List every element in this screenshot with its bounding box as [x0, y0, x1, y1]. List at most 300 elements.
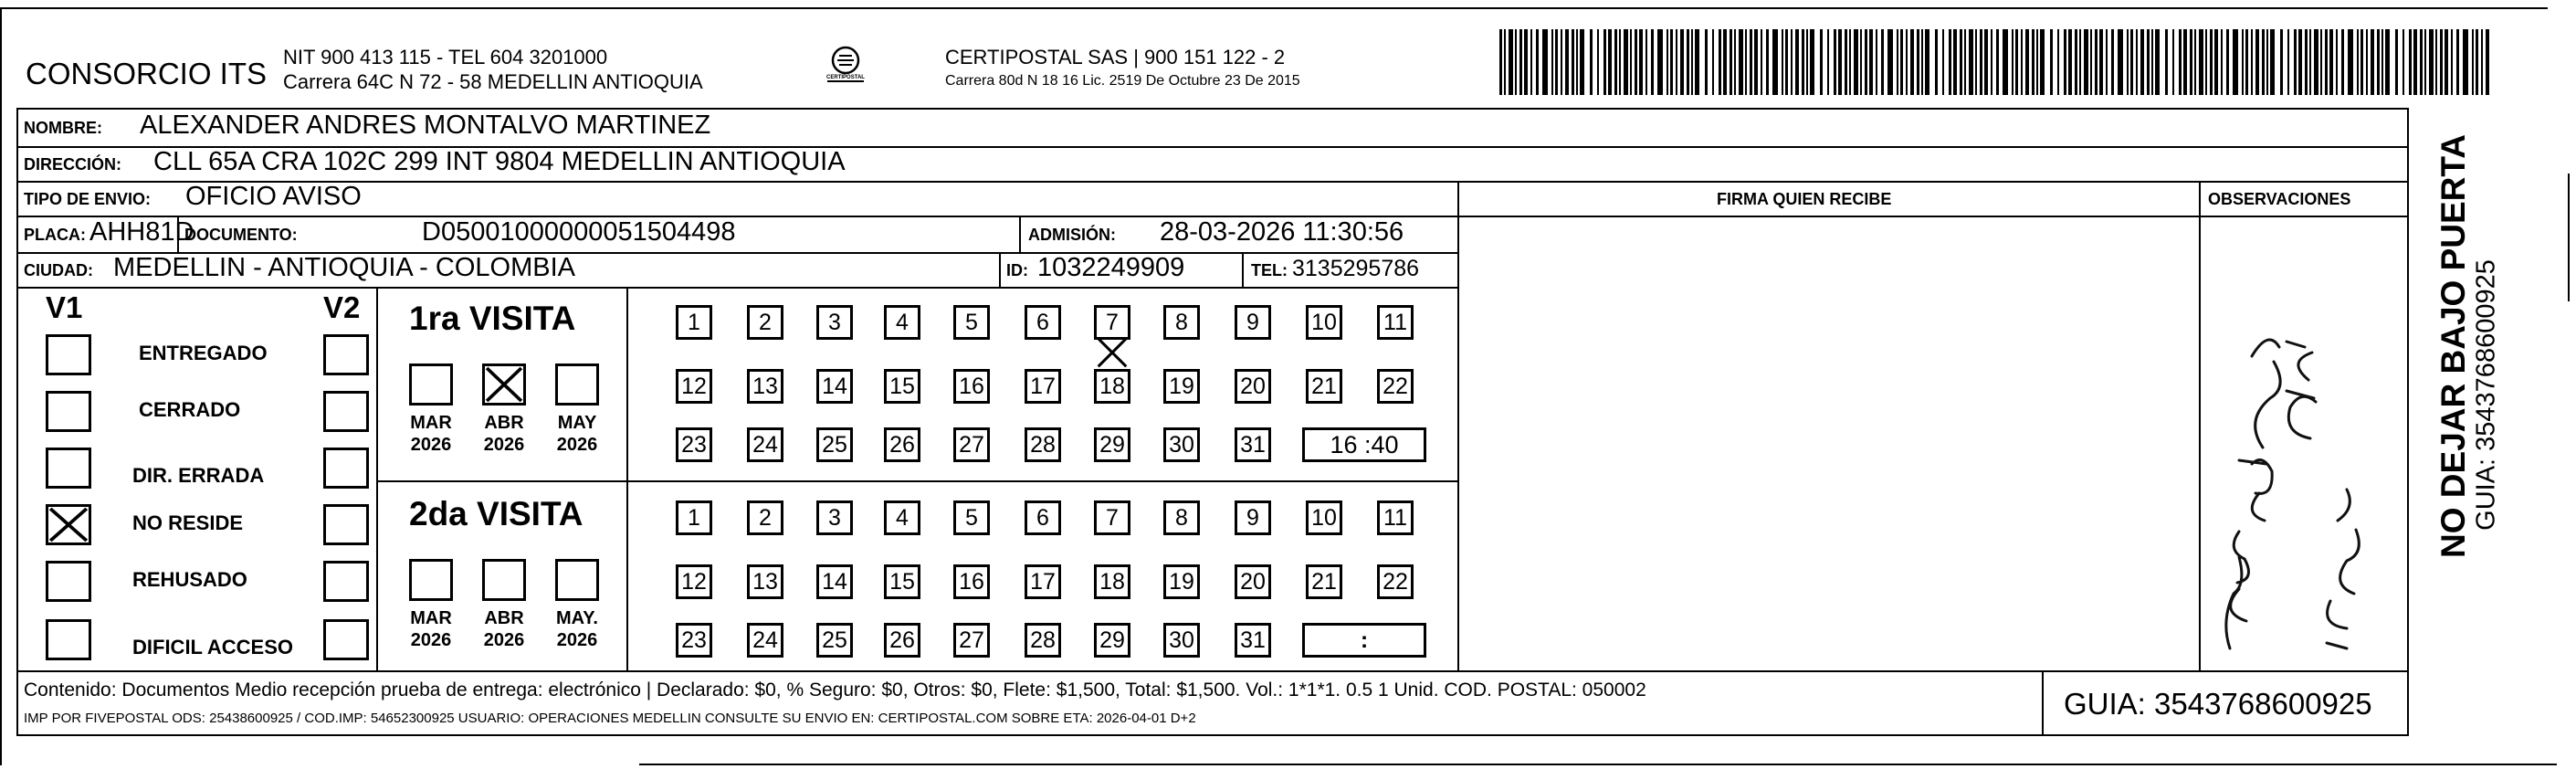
- month-year: 2026: [556, 630, 598, 650]
- footer-imp: IMP POR FIVEPOSTAL ODS: 25438600925 / COD.IMP: 54652300925 USUARIO: OPERACIONES MEDELLIN CONSULTE SU ENVIO EN: CERTIPOSTAL.COM SOBRE ETA: 2026-04-01 D+2: [24, 711, 1196, 726]
- barcode-bar: [2106, 29, 2108, 95]
- footer-guia: GUIA: 3543768600925: [2064, 687, 2372, 721]
- month-name: MAY.: [556, 608, 598, 628]
- barcode-bar: [2329, 29, 2333, 95]
- barcode-bar: [2341, 29, 2344, 95]
- v1-checkbox[interactable]: [46, 619, 91, 660]
- barcode-bar: [2226, 29, 2229, 95]
- barcode-bar: [2179, 29, 2182, 95]
- v1-label: V1: [46, 290, 83, 324]
- barcode-bar: [1854, 29, 1858, 95]
- barcode-bar: [1730, 29, 1732, 95]
- barcode-bar: [2233, 29, 2238, 95]
- day-number: 19: [1169, 569, 1194, 595]
- day-box[interactable]: [1094, 500, 1130, 535]
- day-box[interactable]: [1094, 427, 1130, 462]
- month-checkbox[interactable]: [482, 559, 526, 601]
- barcode-bar: [1806, 29, 1808, 95]
- day-number: 17: [1030, 374, 1056, 399]
- barcode-bar: [2012, 29, 2013, 95]
- carrier-address: Carrera 80d N 18 16 Lic. 2519 De Octubre 23 De 2015: [945, 73, 1300, 89]
- barcode-bar: [1834, 29, 1836, 95]
- day-box[interactable]: [1235, 500, 1271, 535]
- day-box[interactable]: [953, 305, 990, 340]
- day-number: 11: [1383, 310, 1407, 335]
- day-number: 7: [1106, 505, 1119, 531]
- day-box[interactable]: [953, 564, 990, 599]
- barcode-bar: [1687, 29, 1689, 95]
- documento-value: D05001000000051504498: [422, 217, 736, 247]
- day-number: 18: [1099, 569, 1125, 595]
- day-box[interactable]: [1163, 500, 1200, 535]
- barcode-bar: [2298, 29, 2302, 95]
- barcode-bar: [2305, 29, 2308, 95]
- barcode-bar: [1515, 29, 1517, 95]
- status-label: ENTREGADO: [139, 342, 268, 364]
- barcode-bar: [1657, 29, 1663, 95]
- barcode-bar: [2403, 29, 2404, 95]
- day-number: 4: [896, 505, 909, 531]
- admision-label: ADMISIÓN:: [1028, 226, 1116, 244]
- time-value: 16 :40: [1330, 431, 1399, 458]
- barcode-bar: [1639, 29, 1643, 95]
- barcode-bar: [1576, 29, 1578, 95]
- day-box[interactable]: [747, 564, 783, 599]
- day-box[interactable]: [1377, 500, 1414, 535]
- barcode-bar: [1561, 29, 1562, 95]
- day-box[interactable]: [676, 305, 712, 340]
- day-box[interactable]: [1025, 500, 1061, 535]
- month-name: MAR: [410, 413, 452, 433]
- barcode-bar: [2413, 29, 2417, 95]
- barcode-bar: [2064, 29, 2066, 95]
- company-nit: NIT 900 413 115 - TEL 604 3201000: [283, 46, 608, 68]
- day-number: 12: [681, 374, 707, 399]
- barcode-bar: [1782, 29, 1783, 95]
- day-number: 10: [1311, 310, 1337, 335]
- day-number: 17: [1030, 569, 1056, 595]
- day-box[interactable]: [884, 427, 920, 462]
- day-number: 31: [1240, 432, 1266, 458]
- month-year: 2026: [556, 435, 598, 455]
- barcode-bar: [1980, 29, 1982, 95]
- day-box[interactable]: [747, 369, 783, 404]
- barcode-bar: [1921, 29, 1923, 95]
- day-box[interactable]: [1094, 369, 1130, 404]
- day-box[interactable]: [1025, 623, 1061, 658]
- barcode-bar: [1630, 29, 1632, 95]
- barcode-bar: [2371, 29, 2374, 95]
- month-checkbox[interactable]: [555, 363, 599, 406]
- barcode-bar: [1608, 29, 1612, 95]
- day-number: 20: [1240, 569, 1266, 595]
- side-no-dejar: NO DEJAR BAJO PUERTA: [2434, 134, 2472, 558]
- barcode-bar: [1676, 29, 1677, 95]
- barcode-bar: [2320, 29, 2322, 95]
- barcode-bar: [1991, 29, 1992, 95]
- barcode-bar: [1499, 29, 1502, 95]
- barcode-bar: [2199, 29, 2203, 95]
- barcode-bar: [2057, 29, 2059, 95]
- placa-label: PLACA:: [24, 226, 86, 244]
- month-year: 2026: [410, 435, 452, 455]
- barcode-bar: [1603, 29, 1606, 95]
- day-number: 13: [752, 374, 778, 399]
- day-number: 13: [752, 569, 778, 595]
- barcode-bar: [1536, 29, 1539, 95]
- barcode-bar: [1785, 29, 1788, 95]
- day-box[interactable]: [884, 623, 920, 658]
- day-number: 7: [1106, 310, 1119, 335]
- day-box[interactable]: [676, 564, 712, 599]
- day-box[interactable]: [1235, 369, 1271, 404]
- barcode-bar: [1555, 29, 1558, 95]
- barcode-bar: [1984, 29, 1988, 95]
- day-number: 15: [889, 374, 915, 399]
- barcode-bar: [2190, 29, 2192, 95]
- barcode-bar: [1881, 29, 1884, 95]
- day-box[interactable]: [884, 500, 920, 535]
- barcode-bar: [1860, 29, 1862, 95]
- day-number: 2: [759, 310, 772, 335]
- barcode-bar: [2360, 29, 2363, 95]
- status-label: CERRADO: [139, 398, 241, 421]
- observaciones-handwriting: [2210, 219, 2392, 667]
- barcode-bar: [1869, 29, 1873, 95]
- day-number: 5: [965, 505, 978, 531]
- v1-checkbox[interactable]: [46, 334, 91, 375]
- day-number: 18: [1099, 374, 1125, 399]
- day-number: 27: [959, 432, 984, 458]
- barcode-bar: [2481, 29, 2483, 95]
- barcode-bar: [2381, 29, 2383, 95]
- barcode-bar: [2294, 29, 2297, 95]
- day-number: 16: [959, 374, 984, 399]
- day-number: 30: [1169, 432, 1194, 458]
- day-number: 23: [681, 432, 707, 458]
- barcode-bar: [2429, 29, 2434, 95]
- day-box[interactable]: [816, 369, 853, 404]
- day-number: 25: [822, 432, 847, 458]
- day-box[interactable]: [747, 427, 783, 462]
- month-name: ABR: [484, 608, 524, 628]
- time-box[interactable]: [1302, 427, 1426, 462]
- id-value: 1032249909: [1037, 253, 1185, 282]
- barcode-bar: [2221, 29, 2223, 95]
- day-number: 3: [828, 310, 841, 335]
- day-number: 25: [822, 627, 847, 653]
- day-box[interactable]: [884, 305, 920, 340]
- barcode-bar: [1590, 29, 1593, 95]
- barcode-bar: [1766, 29, 1769, 95]
- barcode-bar: [1519, 29, 1522, 95]
- barcode-bar: [1887, 29, 1893, 95]
- barcode-bar: [1635, 29, 1637, 95]
- tel-label: TEL:: [1251, 261, 1288, 279]
- barcode-bar: [2420, 29, 2423, 95]
- observaciones-label: OBSERVACIONES: [2208, 190, 2351, 208]
- barcode-bar: [1897, 29, 1898, 95]
- v1-checkbox[interactable]: [46, 391, 91, 432]
- day-box[interactable]: [816, 564, 853, 599]
- barcode-bar: [2025, 29, 2029, 95]
- day-box[interactable]: [1094, 564, 1130, 599]
- certipostal-logo: [820, 40, 871, 91]
- day-box[interactable]: [676, 369, 712, 404]
- month-year: 2026: [410, 630, 452, 650]
- day-number: 9: [1246, 505, 1259, 531]
- ciudad-value: MEDELLIN - ANTIOQUIA - COLOMBIA: [113, 253, 575, 282]
- side-text: [2413, 102, 2501, 650]
- day-number: 14: [822, 374, 847, 399]
- day-box[interactable]: [1163, 369, 1200, 404]
- barcode-bar: [2486, 29, 2489, 95]
- barcode-bar: [2409, 29, 2412, 95]
- day-box[interactable]: [1025, 369, 1061, 404]
- day-number: 19: [1169, 374, 1194, 399]
- documento-label: DOCUMENTO:: [184, 226, 298, 244]
- barcode-bar: [2136, 29, 2138, 95]
- month-checkbox[interactable]: [409, 559, 453, 601]
- day-number: 24: [752, 627, 778, 653]
- day-box[interactable]: [1306, 305, 1342, 340]
- direccion-label: DIRECCIÓN:: [24, 155, 121, 174]
- day-box[interactable]: [1163, 564, 1200, 599]
- barcode-bar: [1565, 29, 1569, 95]
- day-number: 20: [1240, 374, 1266, 399]
- day-number: 6: [1036, 505, 1049, 531]
- status-label: DIR. ERRADA: [132, 464, 265, 487]
- day-box[interactable]: [1235, 427, 1271, 462]
- day-box[interactable]: [953, 427, 990, 462]
- day-box[interactable]: [1025, 564, 1061, 599]
- barcode-bar: [2095, 29, 2098, 95]
- day-number: 10: [1311, 505, 1337, 531]
- day-number: 1: [688, 310, 700, 335]
- barcode-bar: [2140, 29, 2144, 95]
- day-number: 28: [1030, 432, 1056, 458]
- day-box[interactable]: [676, 427, 712, 462]
- day-number: 5: [965, 310, 978, 335]
- company-name: CONSORCIO ITS: [26, 57, 268, 90]
- barcode-bar: [2255, 29, 2259, 95]
- barcode-bar: [1614, 29, 1617, 95]
- day-number: 8: [1175, 310, 1188, 335]
- day-box[interactable]: [816, 427, 853, 462]
- v2-checkbox[interactable]: [323, 391, 369, 432]
- day-number: 30: [1169, 627, 1194, 653]
- barcode-bar: [1734, 29, 1736, 95]
- barcode-bar: [2127, 29, 2129, 95]
- barcode-bar: [1651, 29, 1654, 95]
- day-number: 26: [889, 432, 915, 458]
- day-box[interactable]: [1025, 427, 1061, 462]
- barcode-bar: [1827, 29, 1829, 95]
- company-address: Carrera 64C N 72 - 58 MEDELLIN ANTIOQUIA: [283, 70, 703, 93]
- barcode-bar: [2348, 29, 2353, 95]
- barcode-bar: [1964, 29, 1966, 95]
- barcode-bar: [1802, 29, 1804, 95]
- day-number: 1: [688, 505, 700, 531]
- day-box[interactable]: [1163, 427, 1200, 462]
- barcode-bar: [2155, 29, 2160, 95]
- v2-checkbox[interactable]: [323, 334, 369, 375]
- day-box[interactable]: [1025, 305, 1061, 340]
- day-box[interactable]: [953, 623, 990, 658]
- day-box[interactable]: [747, 623, 783, 658]
- month-name: MAY: [557, 413, 597, 433]
- v1-checkbox[interactable]: [46, 504, 91, 545]
- time-value: :: [1360, 627, 1369, 653]
- day-box[interactable]: [884, 369, 920, 404]
- barcode-bar: [2050, 29, 2053, 95]
- v2-label: V2: [323, 290, 361, 324]
- tel-value: 3135295786: [1292, 256, 1420, 281]
- barcode-bar: [1845, 29, 1847, 95]
- side-guia: GUIA: 3543768600925: [2471, 259, 2501, 531]
- barcode-bar: [1795, 29, 1799, 95]
- day-box[interactable]: [953, 500, 990, 535]
- barcode-bar: [1619, 29, 1621, 95]
- day-box[interactable]: [1094, 305, 1130, 340]
- month-checkbox[interactable]: [482, 363, 526, 406]
- day-number: 16: [959, 569, 984, 595]
- barcode-bar: [1723, 29, 1727, 95]
- barcode-bar: [1695, 29, 1699, 95]
- barcode-bar: [2111, 29, 2114, 95]
- day-number: 21: [1311, 374, 1337, 399]
- barcode-bar: [1624, 29, 1628, 95]
- barcode-bar: [1739, 29, 1743, 95]
- day-number: 9: [1246, 310, 1259, 335]
- v2-checkbox[interactable]: [323, 504, 369, 545]
- month-checkbox[interactable]: [555, 559, 599, 601]
- barcode-bar: [1791, 29, 1793, 95]
- barcode-bar: [1551, 29, 1553, 95]
- tipo-envio-value: OFICIO AVISO: [185, 182, 362, 211]
- barcode-bar: [1530, 29, 1532, 95]
- day-box[interactable]: [1094, 623, 1130, 658]
- barcode-bar: [1900, 29, 1903, 95]
- day-box[interactable]: [884, 564, 920, 599]
- day-number: 15: [889, 569, 915, 595]
- barcode-bar: [2266, 29, 2268, 95]
- barcode-bar: [2079, 29, 2081, 95]
- barcode-bar: [1953, 29, 1957, 95]
- barcode-bar: [1754, 29, 1758, 95]
- v2-checkbox[interactable]: [323, 619, 369, 660]
- day-box[interactable]: [816, 500, 853, 535]
- day-box[interactable]: [1377, 305, 1414, 340]
- day-box[interactable]: [747, 500, 783, 535]
- day-box[interactable]: [953, 369, 990, 404]
- day-box[interactable]: [1163, 623, 1200, 658]
- barcode-bar: [2366, 29, 2368, 95]
- v1-checkbox[interactable]: [46, 561, 91, 602]
- barcode-bar: [2090, 29, 2092, 95]
- day-box[interactable]: [1306, 564, 1342, 599]
- day-box[interactable]: [1235, 564, 1271, 599]
- day-number: 21: [1311, 569, 1337, 595]
- barcode-bar: [1680, 29, 1684, 95]
- tipo-envio-label: TIPO DE ENVIO:: [24, 190, 152, 208]
- status-label: NO RESIDE: [132, 511, 244, 534]
- day-box[interactable]: [676, 500, 712, 535]
- barcode-bar: [1719, 29, 1721, 95]
- barcode-bar: [2325, 29, 2328, 95]
- day-box[interactable]: [1306, 369, 1342, 404]
- barcode-bar: [2377, 29, 2380, 95]
- day-number: 26: [889, 627, 915, 653]
- barcode-bar: [1524, 29, 1528, 95]
- barcode-bar: [1542, 29, 1548, 95]
- day-box[interactable]: [1377, 564, 1414, 599]
- barcode-bar: [1705, 29, 1708, 95]
- day-box[interactable]: [1235, 623, 1271, 658]
- month-checkbox[interactable]: [409, 363, 453, 406]
- day-box[interactable]: [747, 305, 783, 340]
- barcode-bar: [2130, 29, 2133, 95]
- top-border: [0, 7, 2548, 9]
- day-box[interactable]: [816, 623, 853, 658]
- barcode-bar: [2395, 29, 2398, 95]
- v2-checkbox[interactable]: [323, 561, 369, 602]
- v1-checkbox[interactable]: [46, 448, 91, 489]
- barcode-bar: [2021, 29, 2023, 95]
- barcode-bar: [2075, 29, 2077, 95]
- day-box[interactable]: [1235, 305, 1271, 340]
- carrier-name: CERTIPOSTAL SAS | 900 151 122 - 2: [945, 46, 1286, 68]
- firma-label: FIRMA QUIEN RECIBE: [1717, 190, 1892, 208]
- nombre-label: NOMBRE:: [24, 119, 102, 137]
- barcode-bar: [1906, 29, 1908, 95]
- ciudad-label: CIUDAD:: [24, 261, 93, 279]
- month-year: 2026: [483, 435, 525, 455]
- status-label: DIFICIL ACCESO: [132, 636, 294, 658]
- barcode-bar: [1667, 29, 1668, 95]
- v2-checkbox[interactable]: [323, 448, 369, 489]
- day-box[interactable]: [816, 305, 853, 340]
- day-box[interactable]: [1163, 305, 1200, 340]
- day-number: 4: [896, 310, 909, 335]
- day-box[interactable]: [1377, 369, 1414, 404]
- placa-value: AHH81D: [89, 217, 195, 247]
- bottom-rule: [639, 764, 2557, 765]
- day-box[interactable]: [1306, 500, 1342, 535]
- barcode-bar: [2015, 29, 2018, 95]
- day-box[interactable]: [676, 623, 712, 658]
- barcode-bar: [1572, 29, 1574, 95]
- barcode-bar: [2183, 29, 2187, 95]
- status-label: REHUSADO: [132, 568, 247, 591]
- barcode-bar: [1949, 29, 1951, 95]
- month-year: 2026: [483, 630, 525, 650]
- direccion-value: CLL 65A CRA 102C 299 INT 9804 MEDELLIN ANTIOQUIA: [153, 147, 846, 176]
- day-number: 14: [822, 569, 847, 595]
- barcode-bar: [1935, 29, 1938, 95]
- month-name: ABR: [484, 413, 524, 433]
- barcode-bar: [1942, 29, 1944, 95]
- barcode: [1498, 29, 2493, 95]
- barcode-bar: [2309, 29, 2311, 95]
- day-number: 2: [759, 505, 772, 531]
- visit-title: 2da VISITA: [409, 495, 584, 532]
- barcode-bar: [2068, 29, 2072, 95]
- barcode-bar: [2032, 29, 2035, 95]
- time-box[interactable]: [1302, 623, 1426, 658]
- barcode-bar: [2424, 29, 2426, 95]
- barcode-bar: [1969, 29, 1973, 95]
